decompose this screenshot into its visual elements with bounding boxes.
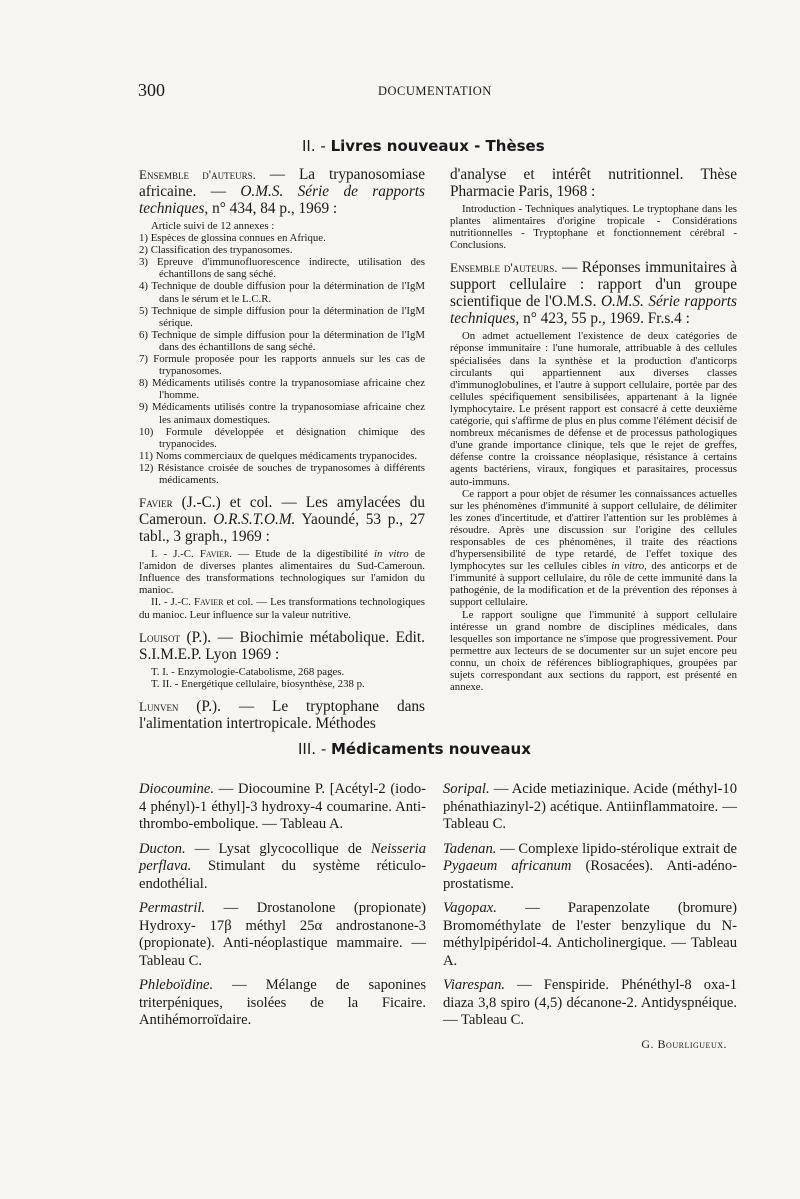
- entry-note: II. - J.-C. Favier et col. — Les transformations technologiques du manioc. Leur influence sur la valeur nutritive.: [139, 596, 425, 621]
- section2-right-column: [450, 166, 737, 701]
- abstract-paragraph: Le rapport souligne que l'immunité à support cellulaire intéresse un grand nombre de disciplines médicales, dans lesquelles son importance ne s'impose que progressivement. Pour permettre aux lecteurs de se documenter sur un sujet encore peu connu, un choix de références bibliographiques, groupées par sujets correspondant aux sections du rapport, est présenté en annexe.: [450, 608, 737, 694]
- section2-left-column: [139, 166, 425, 735]
- entry-text: Yaoundé, 53 p., 27 tabl., 3 graph., 1969 :: [139, 511, 425, 546]
- drug-description: Stimulant du système réticulo-endothélial.: [139, 858, 426, 892]
- entry-text: (J.-C.) et col. — Les amylacées du Cameroun.: [139, 494, 425, 529]
- entry-notes: [139, 548, 425, 621]
- entry-text: n° 434, 84 p., 1969 :: [208, 200, 338, 217]
- drug-entry: [139, 977, 426, 1030]
- drug-entry: [139, 841, 426, 894]
- abstract-paragraph: Ce rapport a pour objet de résumer les connaissances actuelles sur les phénomènes d'immunité à support cellulaire, de délimiter les zones d'incertitude, et d'attirer l'attention sur les problèmes à résoudre. Après une discussion sur l'origine des cellules responsables de ces phénomènes, il traite des réactions d'hypersensibilité de type retardé, de l'effet toxique des lymphocytes sur les cellules cibles in vitro, des anticorps et de l'immunité à support cellulaire, du rôle de cette immunité dans la pathogénie, de la modification et de la prévention des réponses à support cellulaire.: [450, 487, 737, 609]
- annex-item: 6) Technique de simple diffusion pour la détermination de l'IgM dans des échantillons de sang séché.: [139, 328, 425, 353]
- page-number: 300: [138, 80, 165, 100]
- drug-entry: [443, 781, 737, 834]
- drug-name: Vagopax.: [443, 900, 497, 916]
- annex-item: Article suivi de 12 annexes :: [151, 220, 275, 232]
- annex-item: 3) Epreuve d'immunofluorescence indirecte, utilisation des échantillons de sang séché.: [139, 256, 425, 281]
- drug-name: Permastril.: [139, 900, 206, 916]
- drug-description: — Diocoumine P. [Acétyl-2 (iodo-4 phényl)-1 éthyl]-3 hydroxy-4 coumarine. Anti-thrombo-embolique. — Tableau A.: [139, 781, 426, 832]
- section-heading-livres: II. - Livres nouveaux - Thèses: [302, 137, 545, 155]
- drug-name: Ducton.: [139, 840, 186, 857]
- annex-item: 7) Formule proposée pour les rapports annuels sur les cas de trypanosomes.: [139, 353, 425, 378]
- annex-item: 10) Formule développée et désignation chimique des trypanocides.: [139, 425, 425, 450]
- annex-item: 11) Noms commerciaux de quelques médicaments trypanocides.: [139, 449, 418, 462]
- annex-item: 8) Médicaments utilisés contre la trypanosomiase africaine chez l'homme.: [139, 377, 425, 402]
- section-title: Livres nouveaux - Thèses: [330, 137, 545, 155]
- entry-text: n° 423, 55 p., 1969. Fr.s.4 :: [519, 310, 690, 328]
- drug-description: — Parapenzolate (bromure) Bromométhylate de l'ester benzylique du N-méthylpipéridol-4. Anticholinergique. — Tableau A.: [443, 900, 737, 969]
- annex-item: 9) Médicaments utilisés contre la trypanosomiase africaine chez les animaux domestiques.: [139, 401, 425, 426]
- drug-species: Neisseria perflava.: [139, 840, 426, 874]
- entry-annex-list: [139, 220, 425, 486]
- drug-name: Soripal.: [443, 781, 490, 797]
- section3-left-column: [139, 781, 426, 1037]
- drug-name: Viarespan.: [443, 977, 506, 993]
- section-title: Médicaments nouveaux: [331, 740, 531, 758]
- drug-name: Diocoumine.: [139, 781, 214, 797]
- annex-item: 5) Technique de simple diffusion pour la détermination de l'IgM sérique.: [139, 304, 425, 329]
- entry-text: — Réponses immunitaires à support cellulaire : rapport d'un groupe scientifique de l'O.M.S.: [450, 259, 737, 311]
- drug-name: Phleboïdine.: [139, 977, 214, 993]
- author-signature: G. Bourligueux.: [641, 1036, 727, 1051]
- drug-description: — Mélange de saponines triterpéniques, isolées de la Ficaire. Antihémorroïdaire.: [139, 977, 426, 1028]
- drug-description: — Complexe lipido-stérolique extrait de: [496, 840, 737, 857]
- drug-description: — Drostanolone (propionate) Hydroxy- 17β méthyl 25α androstanone-3 (propionate). Anti-néoplastique mammaire. — Tableau C.: [139, 900, 426, 969]
- annex-item: 4) Technique de double diffusion pour la détermination de l'IgM dans le sérum et le L.C.R.: [139, 280, 425, 305]
- drug-description: — Lysat glycocollique de: [185, 840, 371, 857]
- drug-entry: [443, 900, 737, 970]
- entry-series: O.M.S. Série rapports techniques,: [450, 293, 738, 328]
- section-roman-numeral: II.: [302, 137, 316, 155]
- drug-description: — Fenspiride. Phénéthyl-8 oxa-1 diaza 3,8 spiro (4,5) décanone-2. Antidyspnéique. — Tableau C.: [443, 977, 737, 1028]
- entry-author: Lunven: [139, 698, 179, 714]
- drug-species: Pygaeum africanum: [443, 858, 572, 874]
- bibliography-entry: [139, 698, 425, 732]
- entry-author: Ensemble d'auteurs.: [450, 260, 558, 276]
- section-heading-medicaments: III. - Médicaments nouveaux: [298, 740, 531, 758]
- drug-entry: [139, 781, 426, 834]
- entry-abstract: [450, 330, 737, 693]
- running-head: DOCUMENTATION: [378, 84, 492, 98]
- entry-author: Favier: [139, 495, 173, 511]
- entry-note: T. II. - Energétique cellulaire, biosynthèse, 238 p.: [151, 677, 365, 690]
- annex-item: 12) Résistance croisée de souches de trypanosomes à différents médicaments.: [139, 461, 425, 486]
- entry-note: Introduction - Techniques analytiques. Le tryptophane dans les plantes alimentaires d'origine tropicale - Considérations nutritionnelles - Tryptophane et fonctionnement cérébral - Conclusions.: [450, 203, 737, 252]
- entry-author: Louisot: [139, 629, 180, 645]
- bibliography-entry: [139, 494, 425, 545]
- entry-notes: [139, 666, 425, 690]
- drug-entry: [139, 900, 426, 970]
- annex-item: 1) Espèces de glossina connues en Afrique.: [139, 232, 326, 245]
- drug-description: — Acide metiazinique. Acide (méthyl-10 phénathiazinyl-2) acétique. Antiinflammatoire. — Tableau C.: [443, 781, 737, 832]
- entry-series: O.R.S.T.O.M.: [213, 511, 296, 529]
- entry-text: (P.). — Biochimie métabolique. Edit. S.I.M.E.P. Lyon 1969 :: [139, 628, 425, 663]
- entry-text: — La trypanosomiase africaine. —: [139, 166, 425, 200]
- entry-note: T. I. - Enzymologie-Catabolisme, 268 pages.: [151, 665, 345, 678]
- bibliography-entry: [450, 259, 737, 327]
- entry-notes: [450, 203, 737, 251]
- entry-author: Ensemble d'auteurs.: [139, 167, 256, 182]
- drug-entry: [443, 977, 737, 1030]
- drug-description: (Rosacées). Anti-adéno-prostatisme.: [443, 858, 737, 892]
- bibliography-entry: [139, 166, 425, 217]
- entry-text: (P.). — Le tryptophane dans l'alimentation intertropicale. Méthodes: [139, 697, 425, 732]
- section3-right-column: [443, 781, 737, 1052]
- bibliography-entry: [139, 629, 425, 663]
- annex-item: 2) Classification des trypanosomes.: [139, 244, 293, 257]
- entry-note: I. - J.-C. Favier. — Etude de la digestibilité in vitro de l'amidon de diverses plantes alimentaires du Sud-Cameroun. Influence des transformations technologiques sur l'amidon du manioc.: [139, 548, 426, 597]
- drug-name: Tadenan.: [443, 840, 497, 857]
- bibliography-entry-continued: d'analyse et intérêt nutritionnel. Thèse Pharmacie Paris, 1968 :: [450, 166, 737, 200]
- entry-series: O.M.S. Série de rapports techniques,: [139, 183, 425, 217]
- drug-entry: [443, 841, 737, 894]
- section-roman-numeral: III.: [298, 740, 317, 758]
- abstract-paragraph: On admet actuellement l'existence de deux catégories de réponse immunitaire : l'une humorale, attribuable à des cellules spécialisées dans la synthèse et la production d'anticorps circulants qui appartiennent aux diverses classes d'immunoglobulines, et l'autre à support cellulaire, portée par des cellules spécifiquement sensibilisées, appartenant à la lignée lymphocytaire. Le présent rapport est consacré à cette deuxième catégorie, qui s'affirme de plus en plus comme l'élément décisif de nombreux mécanismes de défense et de processus pathologiques d'une grande importance clinique, tels que le rejet de greffes, défense contre la croissance néoplasique, résistance à certains agents bactériens, viraux, fongiques et parasitaires, processus auto-immuns.: [450, 330, 738, 488]
